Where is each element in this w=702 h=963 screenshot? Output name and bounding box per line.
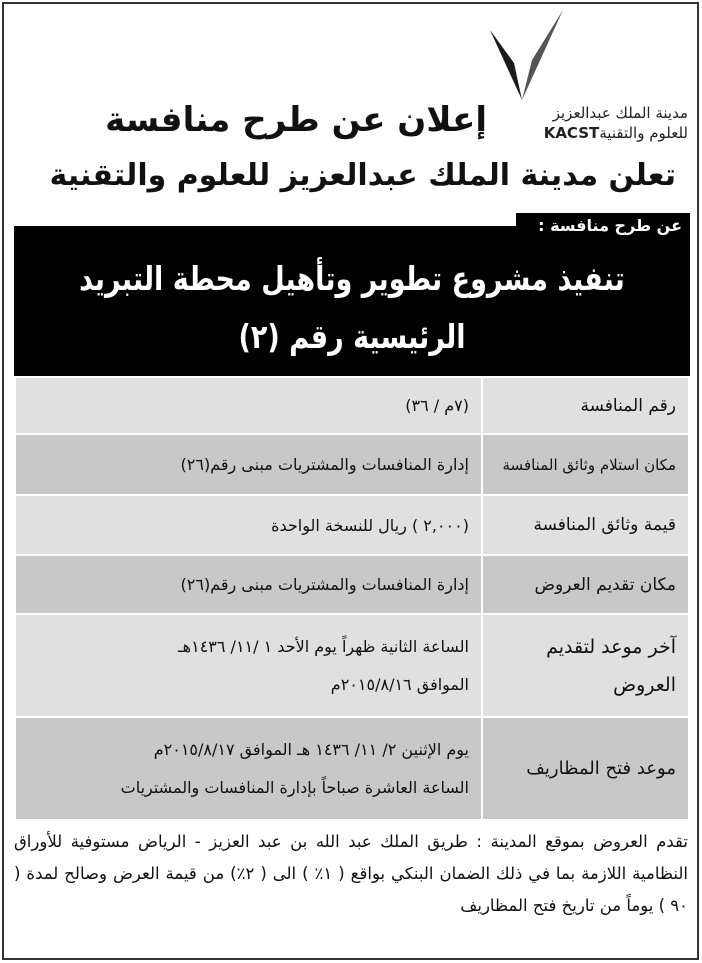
project-band	[14, 216, 690, 376]
logo-mark-icon	[478, 8, 568, 108]
table-row: مكان استلام وثائق المنافسة إدارة المنافسات والمشتريات مبنى رقم(٢٦)	[15, 434, 689, 495]
project-title: تنفيذ مشروع تطوير وتأهيل محطة التبريد الرئيسية رقم (٢)	[79, 259, 625, 356]
kacst-logo	[478, 8, 688, 148]
table-row: قيمة وثائق المنافسة (٢,٠٠٠ ) ريال للنسخة الواحدة	[15, 495, 689, 555]
table-row: مكان تقديم العروض إدارة المنافسات والمشتريات مبنى رقم(٢٦)	[15, 555, 689, 614]
footer-text: تقدم العروض بموقع المدينة : طريق الملك عبد الله بن عبد العزيز - الرياض مستوفية للأوراق النظامية اللازمة بما في ذلك الضمان البنكي بواقع ( ١٪ ) الى ( ٢٪) من قيمة العرض وصالح لمدة ( ٩٠ ) يوماً من تاريخ فتح المظاريف	[14, 832, 688, 915]
band-label: عن طرح منافسة :	[530, 214, 690, 237]
logo-text: مدينة الملك عبدالعزيز للعلوم والتقنيةKACST	[543, 104, 688, 142]
table-row: رقم المنافسة (٧م / ٣٦)	[15, 377, 689, 434]
table-row: آخر موعد لتقديم العروض الساعة الثانية ظهراً يوم الأحد ١ /١١/ ١٤٣٦هـ الموافق ٢٠١٥/٨/١٦م	[15, 614, 689, 717]
table-row: موعد فتح المظاريف يوم الإثنين ٢/ ١١/ ١٤٣٦ هـ الموافق ٢٠١٥/٨/١٧م الساعة العاشرة صباحاً بإدارة المنافسات والمشتريات	[15, 717, 689, 820]
details-table	[14, 376, 690, 821]
page-title: إعلان عن طرح منافسة	[105, 100, 487, 140]
page-subtitle: تعلن مدينة الملك عبدالعزيز للعلوم والتقنية	[49, 158, 676, 193]
